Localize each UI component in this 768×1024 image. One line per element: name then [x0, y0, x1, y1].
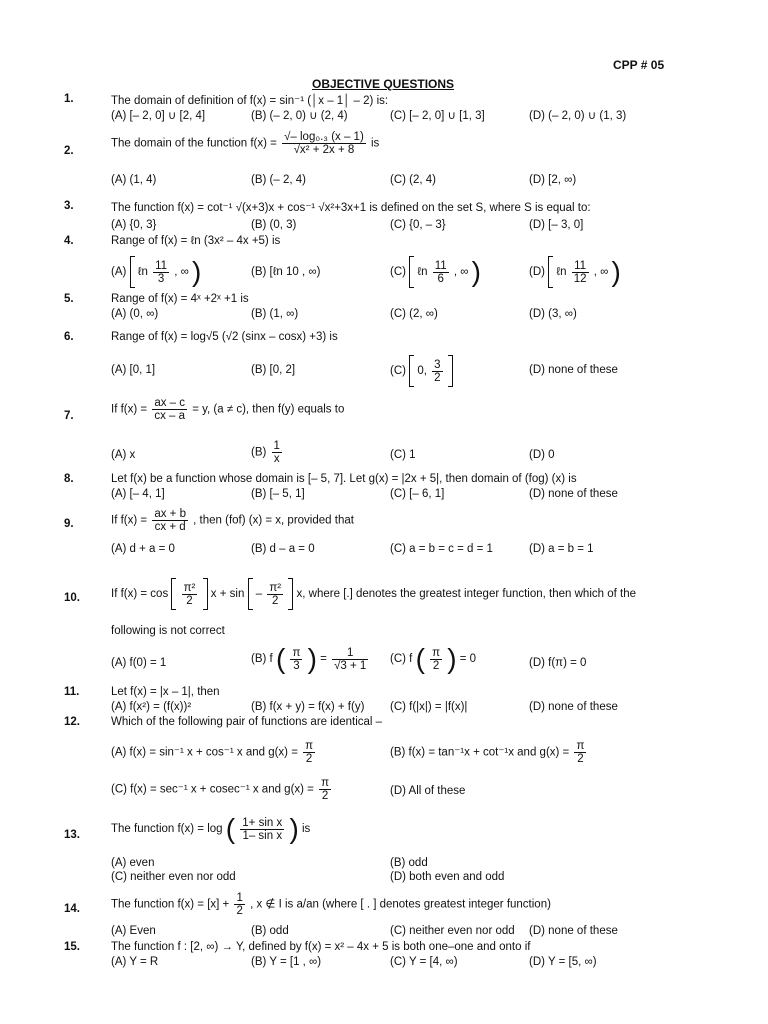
option-b: (B) odd — [251, 925, 289, 937]
option-a: (A) x — [111, 449, 136, 461]
option-b: (B) f ( $\frac{\pi}{3}$ ) = $\frac{1}{√3 + 1}$ — [251, 643, 367, 674]
question-stem: The function f(x) = [x] + — [111, 898, 230, 911]
option-c: (C) f(x) = sec⁻¹ x + cosec⁻¹ x and g(x) = $\frac{\pi}{2}$ — [111, 777, 330, 802]
option-d: (D) [2, ∞) — [529, 174, 577, 186]
question-stem: The domain of definition of f(x) = sin⁻¹ (│x – 1│ – 2) is: — [111, 95, 389, 107]
denominator: √x² + 2x + 8 — [293, 144, 355, 156]
option-c: (C) [– 2, 0] ∪ [1, 3] — [390, 110, 485, 122]
question-stem: The domain of the function f(x) = — [111, 137, 277, 150]
option-d: (D) ℓn $\frac{11}{12}$ , ∞ ) — [529, 256, 621, 287]
option-d: (D) (– 2, 0) ∪ (1, 3) — [529, 110, 627, 122]
option-d: (D) f(π) = 0 — [529, 657, 587, 669]
option-d: (D) a = b = 1 — [529, 543, 594, 555]
option-d: (D) (3, ∞) — [529, 308, 577, 320]
option-a: (A) f(x) = sin⁻¹ x + cos⁻¹ x and g(x) = $\frac{\pi}{2}$ — [111, 740, 314, 765]
question-stem: Range of f(x) = ℓn (3x² – 4x +5) is — [111, 235, 281, 247]
option-a: (A) [– 2, 0] ∪ [2, 4] — [111, 110, 206, 122]
question-number: 2. — [64, 145, 74, 157]
option-c: (C) 1 — [390, 449, 416, 461]
option-c: (C) 0, $\frac{3}{2}$ — [390, 355, 453, 387]
option-c: (C) f(|x|) = |f(x)| — [390, 701, 468, 713]
option-a: (A) [– 4, 1] — [111, 488, 165, 500]
question-stem: Let f(x) be a function whose domain is [– 5, 7]. Let g(x) = |2x + 5|, then domain of (fog) (x) is — [111, 473, 577, 485]
question-number: 8. — [64, 473, 74, 485]
option-a: (A) f(x²) = (f(x))² — [111, 701, 192, 713]
option-b: (B) (– 2, 0) ∪ (2, 4) — [251, 110, 348, 122]
option-b: (B) f(x + y) = f(x) + f(y) — [251, 701, 365, 713]
option-a: (A) f(0) = 1 — [111, 657, 167, 669]
option-c: (C) {0, – 3} — [390, 219, 446, 231]
option-c: (C) ℓn $\frac{11}{6}$ , ∞ ) — [390, 256, 481, 287]
numerator: √– log₀.₃ (x – 1) — [284, 131, 364, 143]
question-stem: Range of f(x) = log√5 (√2 (sinx – cosx) +3) is — [111, 331, 338, 343]
question-number: 4. — [64, 235, 74, 247]
option-b: (B) [ℓn 10 , ∞) — [251, 266, 321, 278]
option-b: (B) (0, 3) — [251, 219, 297, 231]
option-c: (C) (2, ∞) — [390, 308, 438, 320]
question-stem: The function f : [2, ∞) → Y, defined by f(x) = x² – 4x + 5 is both one–one and onto if — [111, 941, 531, 953]
option-b: (B) f(x) = tan⁻¹x + cot⁻¹x and g(x) = $\frac{\pi}{2}$ — [390, 740, 585, 765]
question-number: 13. — [64, 829, 80, 841]
option-d: (D) All of these — [390, 785, 466, 797]
option-a: (A) (1, 4) — [111, 174, 157, 186]
option-d: (D) none of these — [529, 488, 618, 500]
question-number: 14. — [64, 903, 80, 915]
option-c: (C) a = b = c = d = 1 — [390, 543, 493, 555]
question-number: 5. — [64, 293, 74, 305]
option-b: (B) [0, 2] — [251, 364, 296, 376]
option-b: (B) $\frac{1}{x}$ — [251, 440, 280, 465]
option-a: (A) {0, 3} — [111, 219, 157, 231]
question-number: 7. — [64, 410, 74, 422]
question-stem: If f(x) = cos — [111, 588, 169, 601]
question-stem: Let f(x) = |x – 1|, then — [111, 686, 220, 698]
option-c: (C) neither even nor odd — [390, 925, 515, 937]
option-d: (D) Y = [5, ∞) — [529, 956, 597, 968]
fraction — [282, 131, 366, 156]
option-c: (C) (2, 4) — [390, 174, 436, 186]
option-d: (D) none of these — [529, 925, 618, 937]
option-a: (A) even — [111, 857, 155, 869]
option-c: (C) Y = [4, ∞) — [390, 956, 458, 968]
option-a: (A) d + a = 0 — [111, 543, 175, 555]
page-title: OBJECTIVE QUESTIONS — [312, 77, 455, 91]
option-b: (B) (1, ∞) — [251, 308, 299, 320]
option-c: (C) neither even nor odd — [111, 871, 236, 883]
option-c: (C) f ( $\frac{\pi}{2}$ ) = 0 — [390, 643, 477, 674]
option-a: (A) Y = R — [111, 956, 159, 968]
question-stem: Range of f(x) = 4ˣ +2ˣ +1 is — [111, 293, 249, 305]
option-b: (B) d – a = 0 — [251, 543, 315, 555]
question-number: 15. — [64, 941, 80, 953]
question-stem: If f(x) = — [111, 403, 148, 416]
question-number: 10. — [64, 592, 80, 604]
option-b: (B) (– 2, 4) — [251, 174, 306, 186]
option-a: (A) ℓn $\frac{11}{3}$ , ∞ ) — [111, 256, 202, 287]
option-c: (C) [– 6, 1] — [390, 488, 445, 500]
question-number: 3. — [64, 200, 74, 212]
question-stem: The function f(x) = log — [111, 823, 223, 836]
question-stem-line2: following is not correct — [111, 625, 225, 637]
question-number: 9. — [64, 518, 74, 530]
question-number: 11. — [64, 686, 80, 698]
question-number: 12. — [64, 716, 80, 728]
option-d: (D) both even and odd — [390, 871, 505, 883]
question-stem: If f(x) = — [111, 514, 148, 527]
question-stem: The function f(x) = cot⁻¹ √(x+3)x + cos⁻¹ √x²+3x+1 is defined on the set S, where S is equal to: — [111, 202, 591, 214]
option-d: (D) none of these — [529, 701, 618, 713]
option-b: (B) [– 5, 1] — [251, 488, 305, 500]
question-number: 1. — [64, 93, 74, 105]
option-d: (D) [– 3, 0] — [529, 219, 584, 231]
option-a: (A) (0, ∞) — [111, 308, 159, 320]
option-d: (D) none of these — [529, 364, 618, 376]
question-stem-end: is — [370, 137, 380, 150]
option-a: (A) [0, 1] — [111, 364, 156, 376]
option-b: (B) odd — [390, 857, 428, 869]
cpp-label: CPP # 05 — [613, 58, 665, 72]
option-d: (D) 0 — [529, 449, 555, 461]
option-b: (B) Y = [1 , ∞) — [251, 956, 322, 968]
question-number: 6. — [64, 331, 74, 343]
option-a: (A) Even — [111, 925, 156, 937]
question-stem: Which of the following pair of functions are identical – — [111, 716, 383, 728]
